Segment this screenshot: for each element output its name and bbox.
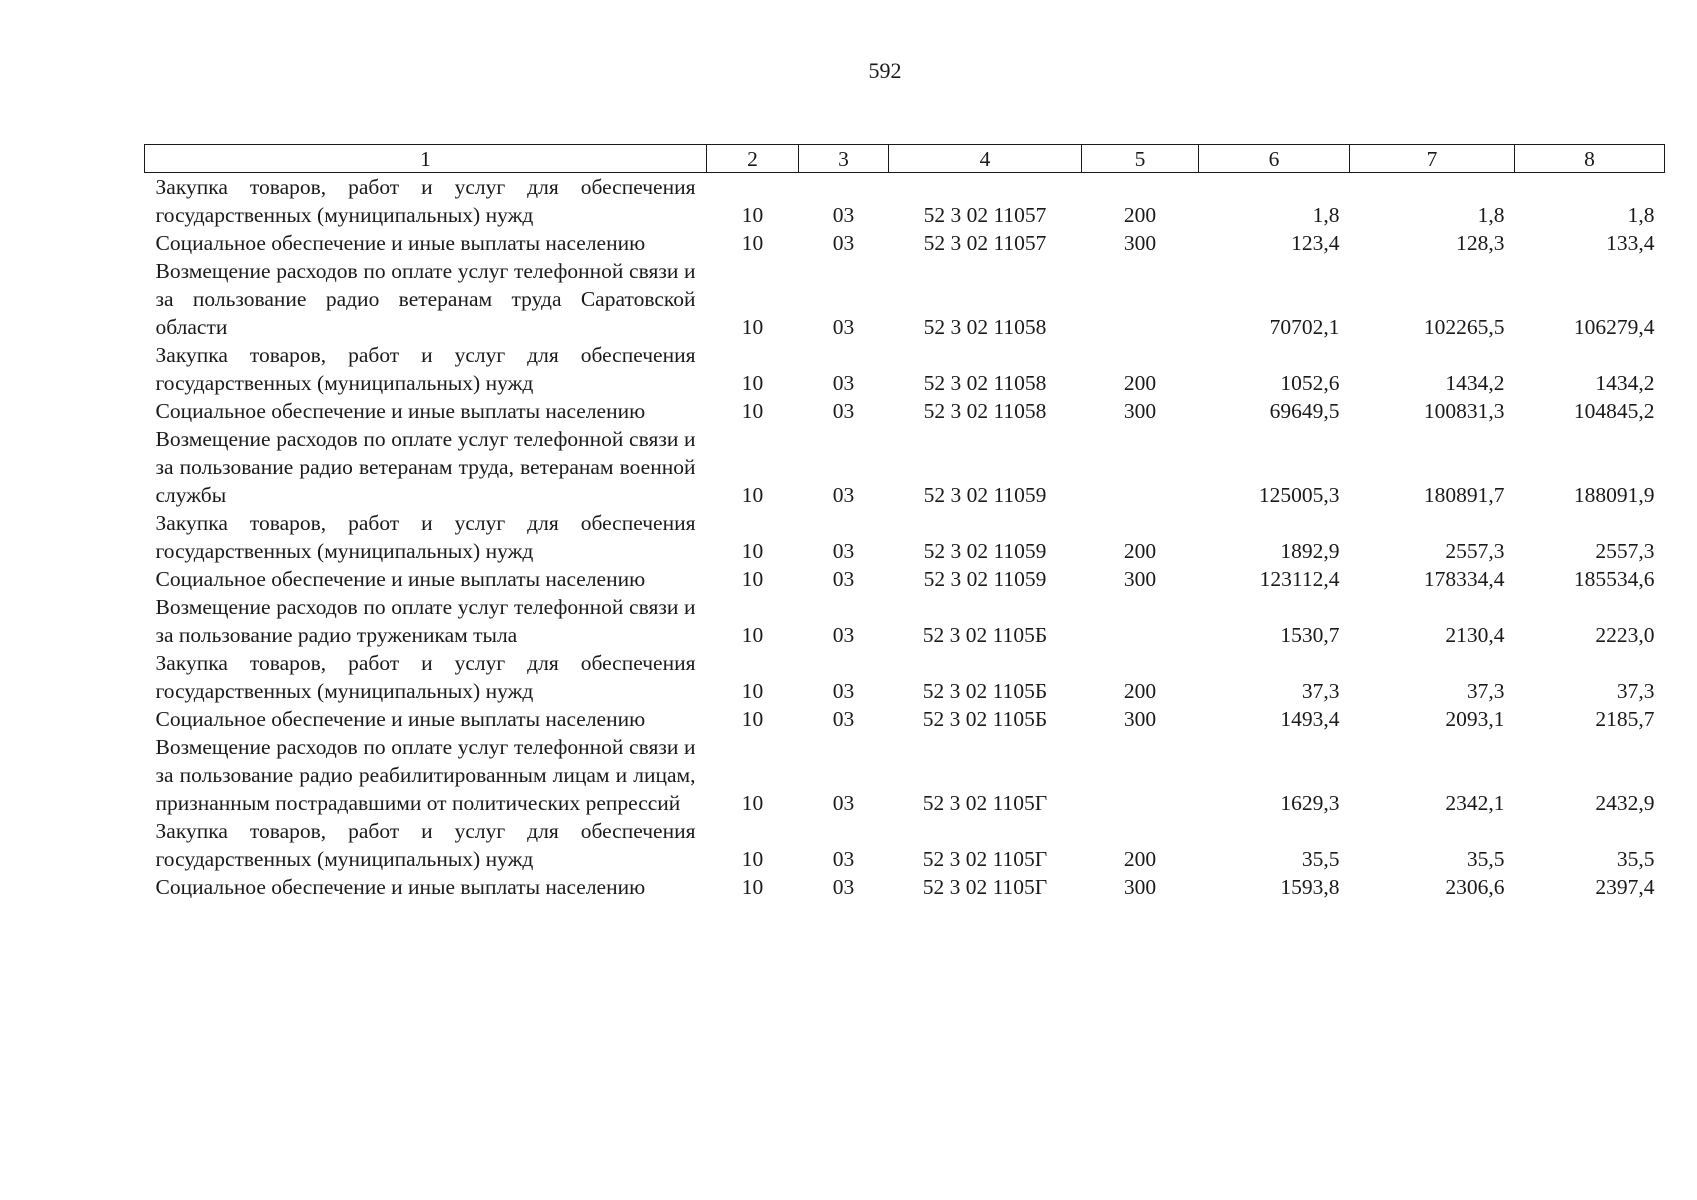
table-row <box>145 509 1665 565</box>
row-subsection: 03 <box>832 399 855 423</box>
row-amount-col7: 2130,4 <box>1445 623 1505 647</box>
row-amount-col7: 2342,1 <box>1445 791 1505 815</box>
row-amount-col6: 123112,4 <box>1259 567 1340 591</box>
row-amount-col8: 104845,2 <box>1573 399 1655 423</box>
row-expense-type: 300 <box>1123 707 1157 731</box>
header-col-8: 8 <box>1515 145 1665 173</box>
header-col-3: 3 <box>799 145 889 173</box>
row-subsection: 03 <box>832 791 855 815</box>
row-amount-col8: 35,5 <box>1616 847 1655 871</box>
row-amount-col8: 1,8 <box>1627 203 1655 227</box>
row-section: 10 <box>741 623 764 647</box>
row-expense-type: 200 <box>1123 539 1157 563</box>
row-amount-col8: 133,4 <box>1606 231 1655 255</box>
row-section: 10 <box>741 847 764 871</box>
row-expense-type: 300 <box>1123 567 1157 591</box>
row-amount-col8: 1434,2 <box>1595 371 1655 395</box>
row-amount-col6: 1,8 <box>1312 203 1340 227</box>
row-amount-col8: 2185,7 <box>1595 707 1655 731</box>
row-description: Социальное обеспечение и иные выплаты населению <box>155 399 646 423</box>
row-amount-col6: 1052,6 <box>1280 371 1340 395</box>
row-amount-col6: 69649,5 <box>1269 399 1340 423</box>
row-subsection: 03 <box>832 371 855 395</box>
row-expense-type <box>1082 733 1199 817</box>
row-amount-col6: 125005,3 <box>1258 483 1340 507</box>
row-amount-col8: 2397,4 <box>1595 875 1655 899</box>
row-section: 10 <box>741 707 764 731</box>
table-row <box>145 425 1665 509</box>
table-row <box>145 649 1665 705</box>
row-description: Закупка товаров, работ и услуг для обеспечения государственных (муниципальных) нужд <box>155 819 696 871</box>
table-body <box>145 173 1665 902</box>
row-amount-col7: 178334,4 <box>1423 567 1505 591</box>
row-target-article: 52 3 02 11059 <box>923 483 1047 507</box>
row-amount-col7: 37,3 <box>1466 679 1505 703</box>
row-target-article: 52 3 02 11058 <box>923 371 1047 395</box>
row-section: 10 <box>741 791 764 815</box>
row-subsection: 03 <box>832 623 855 647</box>
row-amount-col7: 102265,5 <box>1423 315 1505 339</box>
row-expense-type <box>1082 425 1199 509</box>
row-subsection: 03 <box>832 203 855 227</box>
budget-table <box>144 144 1665 901</box>
row-target-article: 52 3 02 1105Г <box>922 875 1048 899</box>
row-target-article: 52 3 02 11059 <box>923 567 1047 591</box>
row-description: Социальное обеспечение и иные выплаты населению <box>155 875 646 899</box>
row-expense-type: 200 <box>1123 679 1157 703</box>
row-amount-col7: 1434,2 <box>1445 371 1505 395</box>
row-target-article: 52 3 02 11059 <box>923 539 1047 563</box>
row-section: 10 <box>741 315 764 339</box>
table-row <box>145 257 1665 341</box>
row-amount-col6: 1593,8 <box>1280 875 1340 899</box>
row-target-article: 52 3 02 1105Г <box>922 791 1048 815</box>
row-subsection: 03 <box>832 231 855 255</box>
row-target-article: 52 3 02 1105Г <box>922 847 1048 871</box>
row-amount-col7: 2306,6 <box>1445 875 1505 899</box>
row-description: Закупка товаров, работ и услуг для обеспечения государственных (муниципальных) нужд <box>155 175 696 227</box>
row-amount-col8: 2223,0 <box>1595 623 1655 647</box>
row-section: 10 <box>741 875 764 899</box>
row-section: 10 <box>741 567 764 591</box>
row-target-article: 52 3 02 11058 <box>923 399 1047 423</box>
row-amount-col7: 2557,3 <box>1445 539 1505 563</box>
row-expense-type: 300 <box>1123 875 1157 899</box>
row-expense-type: 200 <box>1123 371 1157 395</box>
row-amount-col7: 180891,7 <box>1423 483 1505 507</box>
header-col-7: 7 <box>1350 145 1515 173</box>
row-amount-col6: 1493,4 <box>1280 707 1340 731</box>
table-row <box>145 397 1665 425</box>
row-target-article: 52 3 02 11058 <box>923 315 1047 339</box>
row-section: 10 <box>741 483 764 507</box>
table-row <box>145 593 1665 649</box>
table-row <box>145 565 1665 593</box>
row-expense-type <box>1082 257 1199 341</box>
row-target-article: 52 3 02 11057 <box>923 231 1047 255</box>
table-row <box>145 341 1665 397</box>
row-amount-col8: 2557,3 <box>1595 539 1655 563</box>
row-section: 10 <box>741 231 764 255</box>
row-expense-type: 300 <box>1123 399 1157 423</box>
row-subsection: 03 <box>832 875 855 899</box>
row-amount-col6: 1530,7 <box>1280 623 1340 647</box>
row-subsection: 03 <box>832 539 855 563</box>
row-amount-col7: 35,5 <box>1466 847 1505 871</box>
row-subsection: 03 <box>832 679 855 703</box>
row-expense-type: 200 <box>1123 203 1157 227</box>
row-amount-col8: 2432,9 <box>1595 791 1655 815</box>
header-col-5: 5 <box>1082 145 1199 173</box>
row-amount-col6: 1892,9 <box>1280 539 1340 563</box>
row-target-article: 52 3 02 1105Б <box>922 707 1048 731</box>
row-amount-col7: 100831,3 <box>1423 399 1505 423</box>
row-description: Социальное обеспечение и иные выплаты населению <box>155 231 646 255</box>
row-expense-type: 200 <box>1123 847 1157 871</box>
row-amount-col6: 37,3 <box>1301 679 1340 703</box>
row-target-article: 52 3 02 11057 <box>923 203 1047 227</box>
table-row <box>145 705 1665 733</box>
row-expense-type <box>1082 593 1199 649</box>
row-amount-col6: 35,5 <box>1301 847 1340 871</box>
row-amount-col8: 185534,6 <box>1573 567 1655 591</box>
row-subsection: 03 <box>832 315 855 339</box>
row-amount-col8: 188091,9 <box>1573 483 1655 507</box>
table-header <box>145 145 1665 173</box>
row-target-article: 52 3 02 1105Б <box>922 623 1048 647</box>
row-description: Возмещение расходов по оплате услуг телефонной связи и за пользование радио ветеранам труда, ветеранам военной службы <box>155 427 696 507</box>
row-amount-col7: 1,8 <box>1477 203 1505 227</box>
row-amount-col6: 123,4 <box>1291 231 1340 255</box>
row-subsection: 03 <box>832 707 855 731</box>
row-section: 10 <box>741 399 764 423</box>
header-row <box>145 145 1665 173</box>
row-section: 10 <box>741 371 764 395</box>
row-description: Возмещение расходов по оплате услуг телефонной связи и за пользование радио реабилитированным лицам и лицам, признанным пострадавшими от политических репрессий <box>155 735 696 815</box>
row-amount-col8: 37,3 <box>1616 679 1655 703</box>
table-row <box>145 173 1665 230</box>
row-description: Социальное обеспечение и иные выплаты населению <box>155 707 646 731</box>
row-description: Закупка товаров, работ и услуг для обеспечения государственных (муниципальных) нужд <box>155 651 696 703</box>
row-subsection: 03 <box>832 483 855 507</box>
header-col-4: 4 <box>889 145 1082 173</box>
row-amount-col6: 70702,1 <box>1269 315 1340 339</box>
header-col-6: 6 <box>1199 145 1350 173</box>
row-amount-col8: 106279,4 <box>1573 315 1655 339</box>
row-subsection: 03 <box>832 567 855 591</box>
row-description: Социальное обеспечение и иные выплаты населению <box>155 567 646 591</box>
table-row <box>145 229 1665 257</box>
row-description: Возмещение расходов по оплате услуг телефонной связи и за пользование радио ветеранам труда Саратовской области <box>155 259 696 339</box>
table-row <box>145 817 1665 873</box>
row-target-article: 52 3 02 1105Б <box>922 679 1048 703</box>
page-number: 592 <box>868 58 902 83</box>
row-section: 10 <box>741 203 764 227</box>
row-section: 10 <box>741 679 764 703</box>
row-expense-type: 300 <box>1123 231 1157 255</box>
row-amount-col7: 128,3 <box>1456 231 1505 255</box>
row-description: Закупка товаров, работ и услуг для обеспечения государственных (муниципальных) нужд <box>155 511 696 563</box>
row-subsection: 03 <box>832 847 855 871</box>
row-description: Закупка товаров, работ и услуг для обеспечения государственных (муниципальных) нужд <box>155 343 696 395</box>
header-col-1: 1 <box>145 145 707 173</box>
row-amount-col7: 2093,1 <box>1445 707 1505 731</box>
table-row <box>145 873 1665 901</box>
table-row <box>145 733 1665 817</box>
row-section: 10 <box>741 539 764 563</box>
row-amount-col6: 1629,3 <box>1280 791 1340 815</box>
row-description: Возмещение расходов по оплате услуг телефонной связи и за пользование радио труженикам тыла <box>155 595 696 647</box>
header-col-2: 2 <box>707 145 799 173</box>
